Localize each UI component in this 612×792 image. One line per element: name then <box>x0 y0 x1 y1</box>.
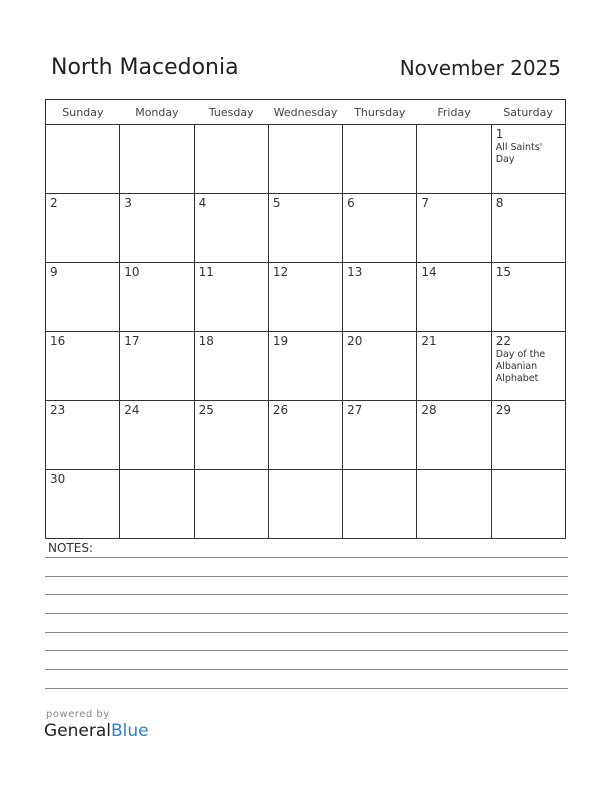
day-cell <box>417 125 491 194</box>
note-line <box>45 650 568 651</box>
day-number: 25 <box>198 403 214 417</box>
week-row <box>46 470 566 539</box>
day-cell <box>491 401 565 470</box>
day-cell <box>194 401 268 470</box>
day-cell <box>268 401 342 470</box>
calendar-country-title: North Macedonia <box>51 55 239 80</box>
day-cell <box>491 194 565 263</box>
day-number: 4 <box>198 196 207 210</box>
calendar-grid <box>45 99 566 539</box>
brand-logo <box>44 721 149 741</box>
holiday-label: Day of the Albanian Alphabet <box>495 349 546 384</box>
day-cell <box>268 470 342 539</box>
week-row <box>46 194 566 263</box>
note-line <box>45 576 568 577</box>
day-number: 20 <box>347 334 363 348</box>
day-cell <box>194 332 268 401</box>
day-cell <box>343 263 417 332</box>
day-cell <box>343 125 417 194</box>
day-cell <box>417 470 491 539</box>
note-line <box>45 613 568 614</box>
note-line <box>45 632 568 633</box>
weekday-header-row <box>46 100 566 125</box>
weekday-header: Friday <box>417 100 491 125</box>
powered-by-text: powered by <box>46 709 110 720</box>
day-cell <box>268 332 342 401</box>
note-line <box>45 557 568 558</box>
weekday-header: Tuesday <box>194 100 268 125</box>
day-number: 21 <box>421 334 437 348</box>
day-cell <box>194 125 268 194</box>
day-cell <box>120 401 194 470</box>
day-cell <box>343 470 417 539</box>
day-number: 5 <box>272 196 281 210</box>
day-number: 30 <box>50 472 66 486</box>
day-number: 8 <box>495 196 504 210</box>
day-cell <box>46 401 120 470</box>
day-cell <box>343 401 417 470</box>
day-cell <box>268 125 342 194</box>
day-cell <box>120 263 194 332</box>
day-number: 9 <box>50 265 58 279</box>
day-cell <box>194 470 268 539</box>
day-number: 1 <box>495 127 504 141</box>
day-number: 18 <box>198 334 214 348</box>
weekday-header: Monday <box>120 100 194 125</box>
day-cell <box>343 194 417 263</box>
day-cell <box>491 332 565 401</box>
week-row <box>46 332 566 401</box>
weekday-header: Saturday <box>491 100 565 125</box>
day-number: 2 <box>50 196 58 210</box>
day-cell <box>120 125 194 194</box>
notes-label: NOTES: <box>48 541 93 555</box>
day-number: 27 <box>347 403 363 417</box>
day-cell <box>417 332 491 401</box>
note-line <box>45 594 568 595</box>
day-cell <box>491 470 565 539</box>
day-number: 23 <box>50 403 66 417</box>
day-number: 11 <box>198 265 214 279</box>
day-number: 17 <box>124 334 140 348</box>
day-number: 29 <box>495 403 511 417</box>
week-row <box>46 401 566 470</box>
day-number: 7 <box>421 196 430 210</box>
day-number: 16 <box>50 334 66 348</box>
day-cell <box>194 263 268 332</box>
day-cell <box>417 263 491 332</box>
day-cell <box>120 470 194 539</box>
brand-name-general: General <box>44 721 111 741</box>
day-cell <box>417 194 491 263</box>
day-cell <box>46 263 120 332</box>
day-number: 10 <box>124 265 140 279</box>
note-line <box>45 669 568 670</box>
day-cell <box>120 332 194 401</box>
day-number: 14 <box>421 265 437 279</box>
day-cell <box>417 401 491 470</box>
day-cell <box>46 332 120 401</box>
day-cell <box>491 263 565 332</box>
day-number: 12 <box>272 265 289 279</box>
day-number: 6 <box>347 196 355 210</box>
calendar-month-title: November 2025 <box>399 56 561 80</box>
note-line <box>45 688 568 689</box>
day-number: 26 <box>272 403 289 417</box>
week-row <box>46 263 566 332</box>
day-number: 22 <box>495 334 511 348</box>
day-number: 24 <box>124 403 140 417</box>
day-cell <box>268 194 342 263</box>
day-number: 3 <box>124 196 132 210</box>
weekday-header: Sunday <box>46 100 120 125</box>
day-cell <box>120 194 194 263</box>
day-number: 13 <box>347 265 363 279</box>
day-cell <box>491 125 565 194</box>
day-cell <box>194 194 268 263</box>
day-cell <box>46 194 120 263</box>
day-cell <box>343 332 417 401</box>
day-cell <box>46 125 120 194</box>
weekday-header: Thursday <box>343 100 417 125</box>
holiday-label: All Saints' Day <box>495 142 543 165</box>
day-number: 28 <box>421 403 437 417</box>
weekday-header: Wednesday <box>268 100 342 125</box>
day-cell <box>268 263 342 332</box>
brand-name-blue: Blue <box>111 721 149 741</box>
week-row <box>46 125 566 194</box>
day-cell <box>46 470 120 539</box>
day-number: 15 <box>495 265 511 279</box>
day-number: 19 <box>272 334 289 348</box>
